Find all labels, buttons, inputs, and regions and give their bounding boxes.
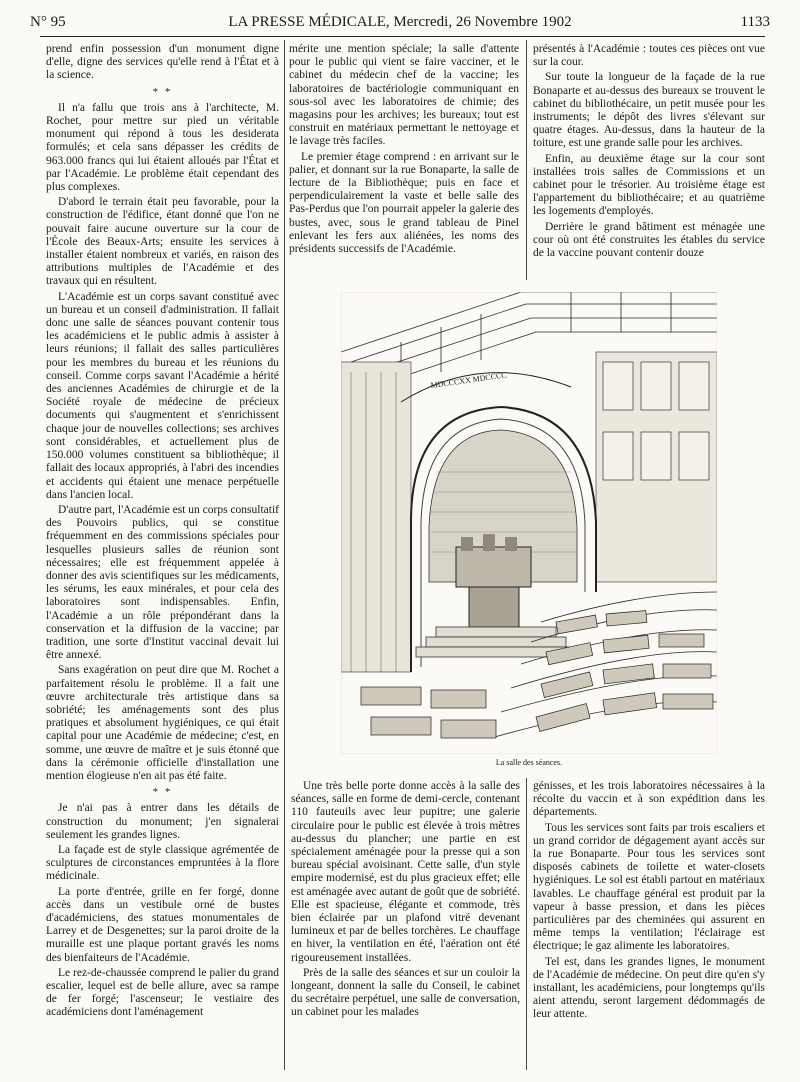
paragraph: Tel est, dans les grandes lignes, le monument de l'Académie de médecine. On peut dire qu'en s'y installant, les académiciens, pour longtemps qu'ils aient attendu, seront largement dédommagés de leur attente. (533, 955, 765, 1021)
inscription: MDCCCXX MDCCCC (430, 370, 508, 390)
paragraph: Tous les services sont faits par trois escaliers et un grand corridor de dégagement ayant accès sur la rue Bonaparte. Pour tous les services sont disposés cabinets de toilette et water-closets hygiéniques. Le sol est établi partout en matériaux lavables. Le chauffage général est produit par la vapeur à basse pression, et dans les pièces particulières par des cheminées qui assurent en même temps la ventilation; l'éclairage est électrique; le gaz alimente les laboratoires. (533, 821, 765, 953)
issue-date: , Mercredi, 26 Novembre 1902 (385, 14, 572, 30)
column-3-bottom (533, 780, 765, 1070)
section-separator: * * (152, 786, 173, 799)
paragraph: Le rez-de-chaussée comprend le palier du grand escalier, lequel est de belle allure, avec sa rampe de fer forgé; l'ascenseur; le vestiaire des académiciens dont l'aménagement (46, 966, 279, 1019)
issue-number: N° 95 (30, 14, 66, 30)
column-divider (526, 778, 527, 1070)
page-number: 1133 (740, 14, 770, 30)
paragraph: Près de la salle des séances et sur un couloir la longeant, donnent la salle du Conseil, le cabinet du secrétaire perpétuel, une salle de conversation, un cabinet pour les malades (291, 966, 520, 1019)
hall-illustration (341, 292, 717, 754)
paragraph: D'abord le terrain était peu favorable, pour la construction de l'édifice, étant donné que l'on ne pouvait faire aucune ouverture sur la cour de l'École des Beaux-Arts; ensuite les services à installer étaient nombreux et variés, en raison des attributions multiples de l'Académie et des travaux qui en résultent. (46, 196, 279, 288)
paragraph: Une très belle porte donne accès à la salle des séances, salle en forme de demi-cercle, contenant 110 fauteuils avec leur pupitre; une galerie circulaire pour le public est élevée à trois mètres au-dessus du plancher; une partie en est spécialement aménagée pour la presse qui a son bureau spécial avoisinant. Cette salle, d'un style empire modernisé, est du plus gracieux effet; elle est aménagée avec autant de goût que de sobriété. Elle est spacieuse, élégante et commode, très bien éclairée par un plafond vitré devenant lumineux et par de belles torchères. Le chauffage en hiver, la ventilation en été, l'aération ont été rigoureusement installées. (291, 780, 520, 964)
column-2-top (289, 43, 519, 275)
column-2-bottom (291, 780, 520, 1070)
paragraph: prend enfin possession d'un monument digne d'elle, digne des services qu'elle rend à l'État et à la science. (46, 43, 279, 82)
paragraph: D'autre part, l'Académie est un corps consultatif des Pouvoirs publics, qui se constitue fréquemment en des commissions spéciales pour lesquelles plusieurs salles de réunion sont nécessaires; elle est fréquemment appelée à donner des avis scientifiques sur les médicaments, les sérums, les eaux minérales, et pour cela des laboratoires sont indispensables. Enfin, l'Académie a un rôle prépondérant dans la conservation et la diffusion de la vaccine; par tradition, une sorte d'Institut vaccinal devait lui être annexé. (46, 503, 279, 662)
paragraph: mérite une mention spéciale; la salle d'attente pour le public qui vient se faire vacciner, et le cabinet du médecin chef de la vaccine; les laboratoires de bactériologie communiquant en sous-sol avec les laboratoires de chimie; des magasins pour les archives; les bureaux; tout est construit en matériaux permettant le nettoyage et le lavage très faciles. (289, 43, 519, 148)
journal-title-line (30, 14, 770, 31)
paragraph: La porte d'entrée, grille en fer forgé, donne accès dans un vestibule orné de bustes d'académiciens, des statues monumentales de Larrey et de Desgenettes; sur la paroi droite de la muraille est une plaque portant gravés les noms des bienfaiteurs de l'Académie. (46, 885, 279, 964)
paragraph: Derrière le grand bâtiment est ménagée une cour où ont été construites les étables du service de la vaccine pouvant contenir douze (533, 220, 765, 260)
paragraph: Je n'ai pas à entrer dans les détails de construction du monument; j'en signalerai seulement les grandes lignes. (46, 802, 279, 841)
paragraph: Le premier étage comprend : en arrivant sur le palier, et donnant sur la rue Bonaparte, la salle de lecture de la Bibliothèque; puis en face et perpendiculairement la vaste et belle salle des Pas-Perdus que l'on pourrait appeler la galerie des bustes, avec, sous le grand tableau de Pinel enlevant les fers aux aliénées, les noms des présidents successifs de l'Académie. (289, 150, 519, 256)
section-separator: * * (152, 85, 173, 98)
paragraph: Sans exagération on peut dire que M. Rochet a parfaitement résolu le problème. Il a fait une œuvre architecturale très artistique dans sa sobriété; les aménagements sont des plus pratiques et absolument hygiéniques, ce qui était capital pour une Académie de médecine; c'est, en somme, une œuvre de maître et je suis étonné que dans la cérémonie officielle d'installation une mention élogieuse n'en ait pas été faite. (46, 664, 279, 782)
column-1 (46, 43, 279, 1068)
engraving-seance-hall (341, 292, 717, 754)
paragraph: La façade est de style classique agrémentée de sculptures de circonstances empruntées à la flore médicinale. (46, 843, 279, 883)
running-head (30, 12, 770, 34)
column-divider (526, 40, 527, 280)
paragraph: Sur toute la longueur de la façade de la rue Bonaparte et au-dessus des bureaux se trouvent le cabinet du bibliothécaire, un petit musée pour les instruments; le dépôt des livres s'élevant sur quatre étages. Au-dessus, dans la hauteur de la toiture, est une grande salle pour les archives. (533, 71, 765, 150)
paragraph: génisses, et les trois laboratoires nécessaires à la récolte du vaccin et à son expédition dans les départements. (533, 780, 765, 819)
column-divider (284, 40, 285, 1070)
paragraph: L'Académie est un corps savant constitué avec un bureau et un conseil d'administration. Il fallait donc une salle de séances pouvant contenir tous les académiciens et le public admis à assister à leurs réunions; il fallait des salles particulières pour les membres du bureau et les réunions du conseil. Comme corps savant l'Académie a hérité des anciennes Académies de chirurgie et de la Société royale de médecine de précieux documents qui s'augmentent et s'enrichissent chaque jour de nouvelles collections; ses archives sont considérables, et actuellement plus de 150.000 volumes constituent sa bibliothèque; il fallait des locaux appropriés, à l'abri des incendies et accidents qui étaient une menace perpétuelle dans l'ancien local. (46, 290, 279, 501)
figure-caption: La salle des séances. (495, 758, 563, 767)
paragraph: présentés à l'Académie : toutes ces pièces ont vue sur la cour. (533, 43, 765, 69)
paragraph: Enfin, au deuxième étage sur la cour sont installées trois salles de Commissions et un cabinet pour le trésorier. Au troisième étage est l'appartement du bibliothécaire; et au quatrième les logements d'employés. (533, 152, 765, 218)
column-3-top (533, 43, 765, 275)
journal-name: LA PRESSE MÉDICALE (228, 14, 386, 30)
paragraph: Il n'a fallu que trois ans à l'architecte, M. Rochet, pour mettre sur pied un véritable monument qui répond à tous les desiderata formulés; et cela sans dépasser les crédits de 963.000 francs qui lui étaient alloués par l'État et par l'Académie. Le problème était cependant des plus complexes. (46, 101, 279, 194)
header-rule (40, 36, 765, 37)
